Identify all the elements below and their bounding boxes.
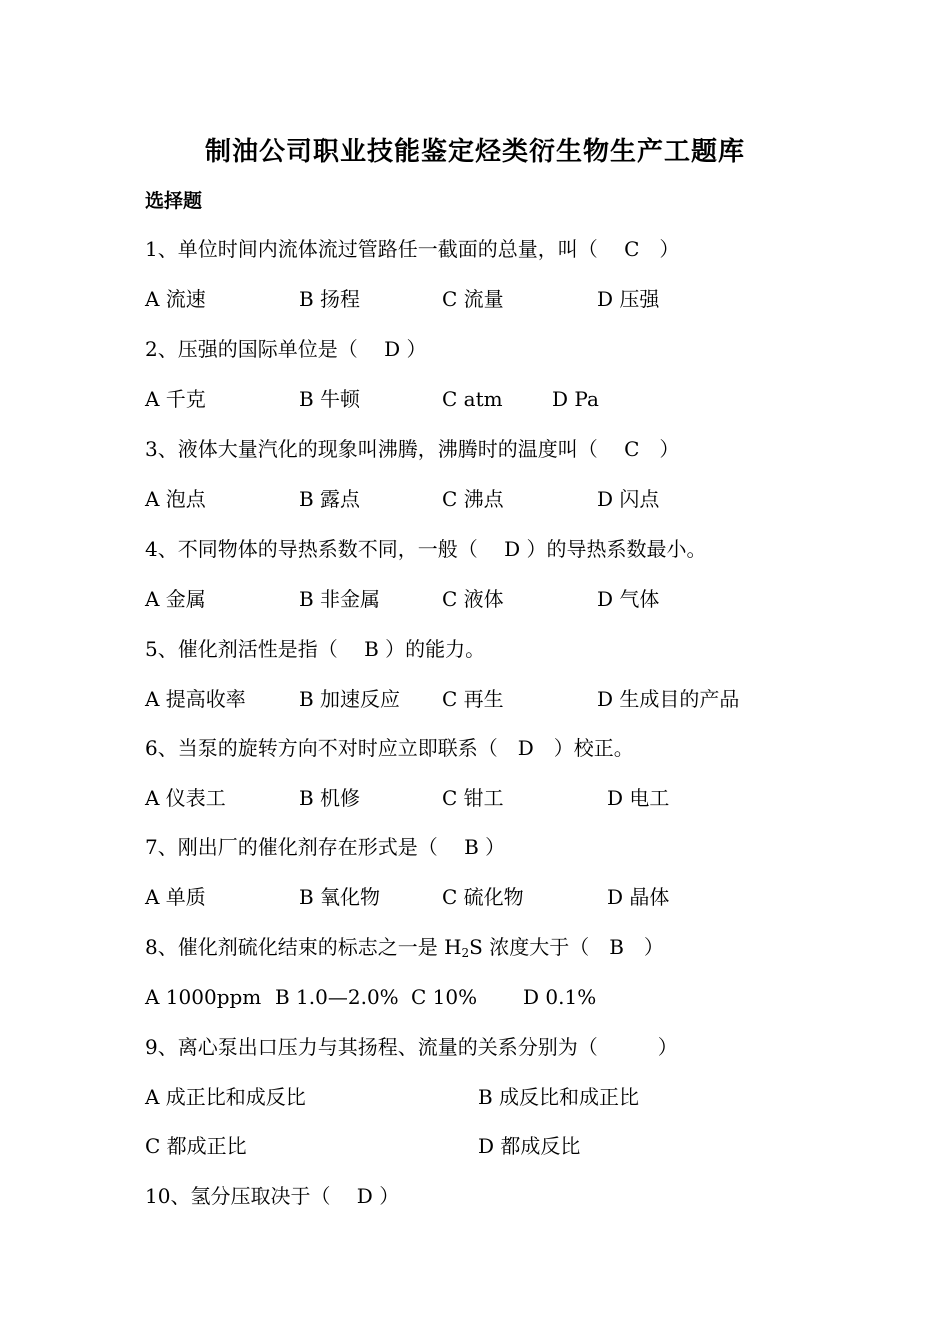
option-c: C 硫化物 (442, 885, 524, 909)
question-8 (145, 932, 664, 962)
option-b: B 非金属 (299, 587, 381, 611)
option-a: A 流速 (145, 287, 206, 311)
question-3: 3、液体大量汽化的现象叫沸腾，沸腾时的温度叫（ C ） (145, 437, 680, 461)
option-b: B 加速反应 (299, 687, 401, 711)
option-d: D 闪点 (597, 487, 660, 511)
option-d: D 电工 (607, 786, 670, 810)
subscript-2: 2 (461, 946, 470, 960)
option-c: C 液体 (442, 587, 504, 611)
question-2: 2、压强的国际单位是（ D ） (145, 337, 427, 361)
option-d: D Pa (552, 387, 599, 411)
question-1: 1、单位时间内流体流过管路任一截面的总量，叫（ C ） (145, 237, 680, 261)
option-c: C 10% (411, 985, 478, 1009)
question-7: 7、刚出厂的催化剂存在形式是（ B ） (145, 835, 506, 859)
option-c: C 钳工 (442, 786, 504, 810)
question-8-text-after: S 浓度大于（ B ） (469, 935, 664, 959)
option-a: A 金属 (145, 587, 206, 611)
section-heading: 选择题 (145, 190, 203, 212)
question-10: 10、氢分压取决于（ D ） (145, 1184, 400, 1208)
option-b: B 成反比和成正比 (478, 1085, 640, 1109)
question-5: 5、催化剂活性是指（ B ）的能力。 (145, 637, 486, 661)
option-b: B 1.0—2.0% (275, 985, 399, 1009)
option-c: C 流量 (442, 287, 504, 311)
option-d: D 晶体 (607, 885, 670, 909)
option-a: A 成正比和成反比 (145, 1085, 306, 1109)
question-4: 4、不同物体的导热系数不同，一般（ D ）的导热系数最小。 (145, 537, 707, 561)
option-a: A 仪表工 (145, 786, 226, 810)
option-a: A 1000ppm (145, 985, 262, 1009)
option-c: C atm (442, 387, 503, 411)
option-c: C 再生 (442, 687, 504, 711)
option-b: B 机修 (299, 786, 361, 810)
question-9: 9、离心泵出口压力与其扬程、流量的关系分别为（ ） (145, 1035, 678, 1059)
option-a: A 泡点 (145, 487, 206, 511)
document-title: 制油公司职业技能鉴定烃类衍生物生产工题库 (204, 137, 745, 167)
option-d: D 气体 (597, 587, 660, 611)
option-a: A 千克 (145, 387, 206, 411)
option-d: D 压强 (597, 287, 660, 311)
option-d: D 生成目的产品 (597, 687, 740, 711)
option-b: B 牛顿 (299, 387, 361, 411)
question-8-text-before: 8、催化剂硫化结束的标志之一是 H (145, 935, 462, 959)
question-6: 6、当泵的旋转方向不对时应立即联系（ D ）校正。 (145, 736, 634, 760)
option-b: B 露点 (299, 487, 361, 511)
option-b: B 氧化物 (299, 885, 381, 909)
option-a: A 提高收率 (145, 687, 246, 711)
option-d: D 0.1% (523, 985, 597, 1009)
option-c: C 都成正比 (145, 1134, 247, 1158)
option-d: D 都成反比 (478, 1134, 581, 1158)
option-b: B 扬程 (299, 287, 361, 311)
option-c: C 沸点 (442, 487, 504, 511)
option-a: A 单质 (145, 885, 206, 909)
